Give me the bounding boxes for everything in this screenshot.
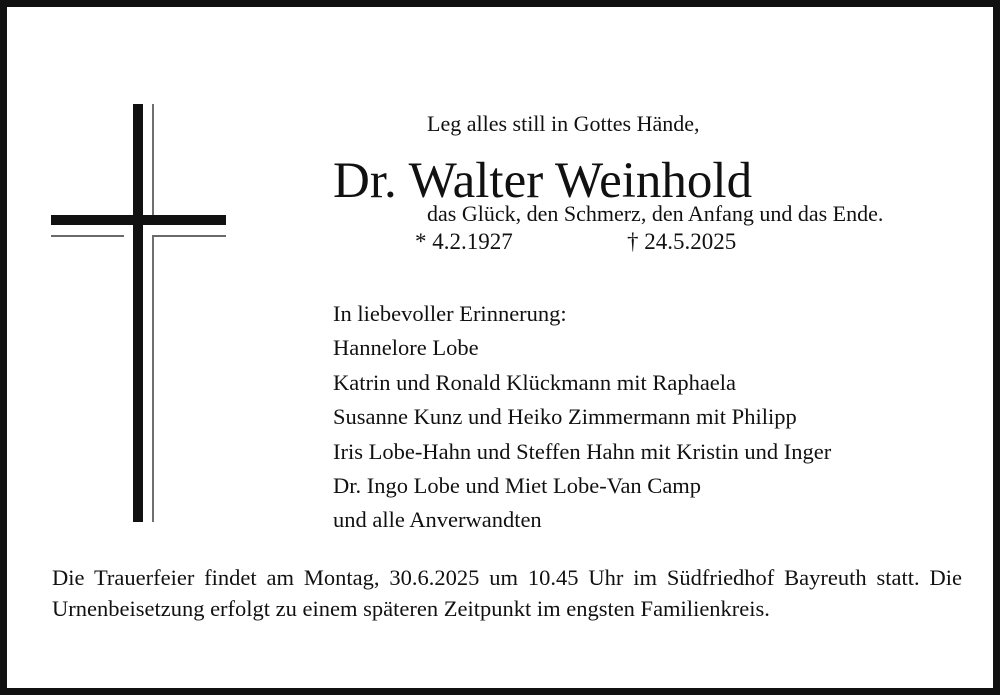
deceased-name: Dr. Walter Weinhold: [333, 153, 753, 209]
verse-line: das Glück, den Schmerz, den Anfang und das Ende.: [427, 201, 884, 226]
death-date: † 24.5.2025: [627, 229, 737, 254]
mourners-list: [333, 297, 831, 538]
mourner-line: Iris Lobe-Hahn und Steffen Hahn mit Kristin und Inger: [333, 438, 832, 464]
mourner-line: und alle Anverwandten: [333, 507, 542, 533]
cross-icon: [7, 7, 237, 537]
birth-date: * 4.2.1927: [415, 229, 513, 254]
mourner-line: Hannelore Lobe: [333, 335, 479, 361]
mourner-line: Katrin und Ronald Klückmann mit Raphaela: [333, 369, 737, 395]
mourners-heading: In liebevoller Erinnerung:: [333, 301, 567, 326]
funeral-notice: Die Trauerfeier findet am Montag, 30.6.2025 um 10.45 Uhr im Südfriedhof Bayreuth statt. Die Urnenbeisetzung erfolgt zu einem späteren Zeitpunkt im engsten Familienkreis.: [52, 565, 962, 621]
mourner-line: Dr. Ingo Lobe und Miet Lobe-Van Camp: [333, 473, 702, 499]
mourner-line: Susanne Kunz und Heiko Zimmermann mit Philipp: [333, 404, 797, 430]
verse-line: Leg alles still in Gottes Hände,: [427, 111, 700, 136]
